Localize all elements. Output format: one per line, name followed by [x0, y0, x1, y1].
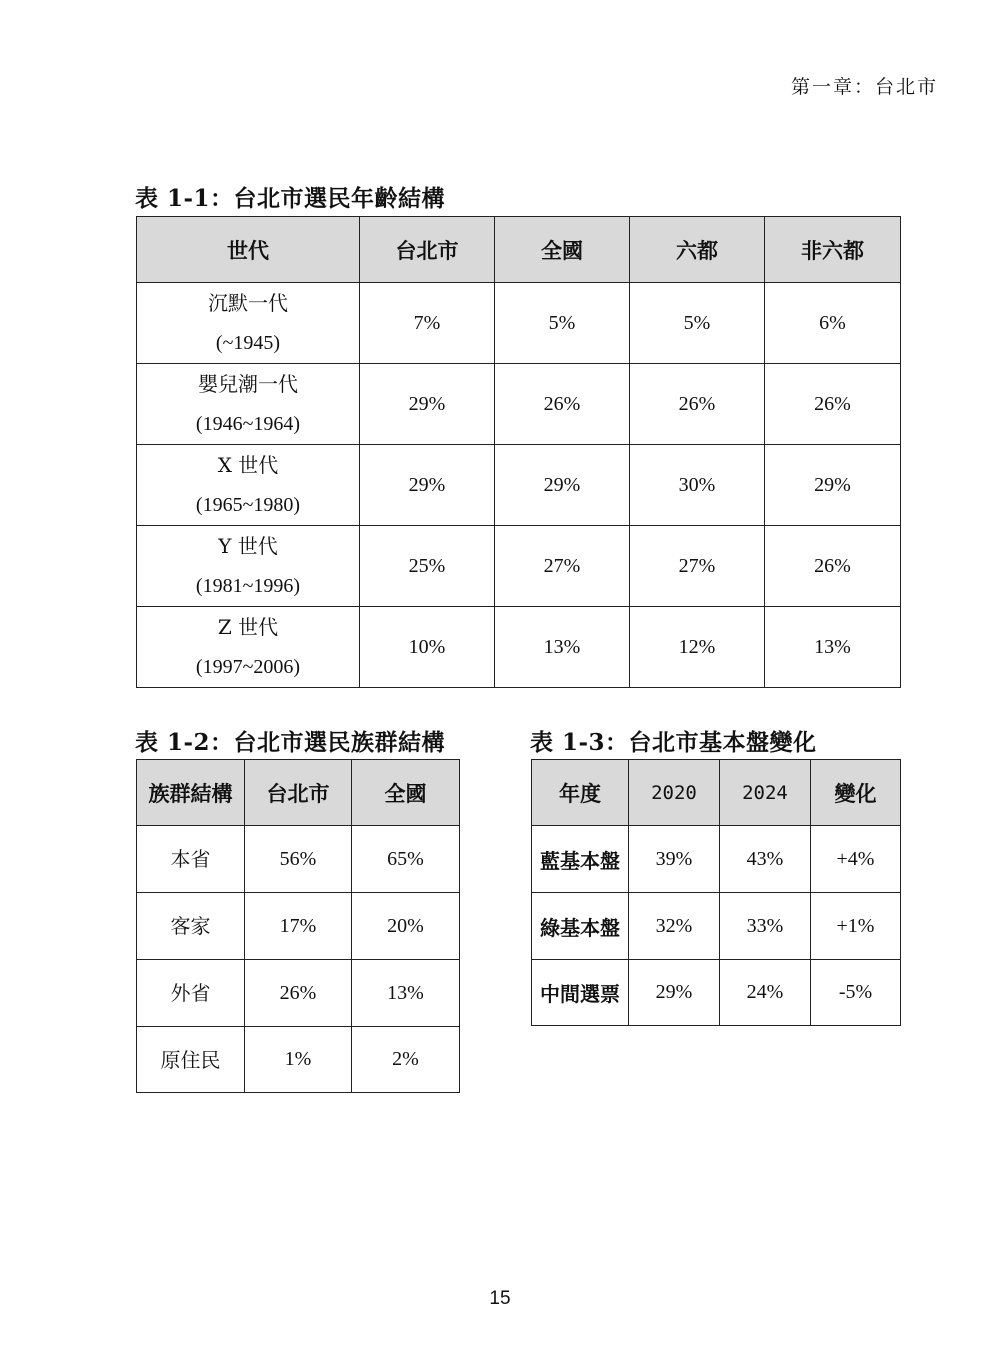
- value-cell: 26%: [765, 526, 901, 607]
- value-cell: 13%: [352, 960, 460, 1027]
- value-cell: 5%: [495, 283, 630, 364]
- value-cell: 32%: [629, 893, 720, 960]
- generation-years: (~1945): [215, 332, 281, 354]
- value-cell: 29%: [495, 445, 630, 526]
- table3-title: 表 1-3：台北市基本盤變化: [530, 729, 817, 756]
- base-vote-change-table: [531, 759, 901, 1026]
- ethnic-group-cell: 原住民: [137, 1027, 245, 1093]
- generation-cell: [137, 283, 360, 364]
- value-cell: 56%: [245, 826, 352, 893]
- table3-header-row: [532, 760, 901, 826]
- change-cell: -5%: [811, 960, 901, 1026]
- table-row: [137, 960, 460, 1027]
- table-row: [532, 893, 901, 960]
- value-cell: 17%: [245, 893, 352, 960]
- ethnic-group-cell: 客家: [137, 893, 245, 960]
- value-cell: 20%: [352, 893, 460, 960]
- base-type-cell: 藍基本盤: [532, 826, 629, 893]
- value-cell: 13%: [765, 607, 901, 688]
- value-cell: 12%: [630, 607, 765, 688]
- table3-col-header: 2024: [720, 760, 811, 826]
- value-cell: 5%: [630, 283, 765, 364]
- ethnic-group-cell: 外省: [137, 960, 245, 1027]
- table-row: [532, 960, 901, 1026]
- value-cell: 29%: [629, 960, 720, 1026]
- value-cell: 65%: [352, 826, 460, 893]
- table-row: [137, 445, 901, 526]
- change-cell: +4%: [811, 826, 901, 893]
- value-cell: 7%: [360, 283, 495, 364]
- age-structure-table: [136, 216, 901, 688]
- table-row: [137, 826, 460, 893]
- table2-col-header: 族群結構: [137, 760, 245, 826]
- base-type-cell: 綠基本盤: [532, 893, 629, 960]
- generation-years: (1965~1980): [195, 494, 301, 516]
- table-row: [137, 607, 901, 688]
- value-cell: 6%: [765, 283, 901, 364]
- table2-col-header: 全國: [352, 760, 460, 826]
- generation-years: (1946~1964): [195, 413, 301, 435]
- table1-col-header: 全國: [495, 217, 630, 283]
- generation-name: Y 世代: [218, 534, 278, 558]
- value-cell: 39%: [629, 826, 720, 893]
- table-row: [137, 526, 901, 607]
- value-cell: 30%: [630, 445, 765, 526]
- value-cell: 29%: [765, 445, 901, 526]
- value-cell: 27%: [495, 526, 630, 607]
- table1-title: 表 1-1：台北市選民年齡結構: [135, 185, 446, 212]
- generation-cell: [137, 526, 360, 607]
- table2-title: 表 1-2：台北市選民族群結構: [135, 729, 446, 756]
- page-number: 15: [489, 1288, 511, 1309]
- value-cell: 13%: [495, 607, 630, 688]
- value-cell: 26%: [630, 364, 765, 445]
- ethnic-structure-table: [136, 759, 460, 1093]
- table-row: [137, 283, 901, 364]
- table1-col-header: 六都: [630, 217, 765, 283]
- value-cell: 43%: [720, 826, 811, 893]
- value-cell: 1%: [245, 1027, 352, 1093]
- table3-col-header: 變化: [811, 760, 901, 826]
- generation-name: X 世代: [217, 453, 279, 477]
- generation-name: 嬰兒潮一代: [198, 372, 298, 396]
- table-row: [137, 1027, 460, 1093]
- table-row: [137, 893, 460, 960]
- value-cell: 27%: [630, 526, 765, 607]
- ethnic-group-cell: 本省: [137, 826, 245, 893]
- generation-years: (1997~2006): [195, 656, 301, 678]
- value-cell: 10%: [360, 607, 495, 688]
- base-type-cell: 中間選票: [532, 960, 629, 1026]
- table2-header-row: [137, 760, 460, 826]
- table1-col-header: 非六都: [765, 217, 901, 283]
- value-cell: 2%: [352, 1027, 460, 1093]
- table-row: [532, 826, 901, 893]
- table-row: [137, 364, 901, 445]
- table1-header-row: [137, 217, 901, 283]
- value-cell: 29%: [360, 364, 495, 445]
- generation-years: (1981~1996): [195, 575, 301, 597]
- table1-col-header: 台北市: [360, 217, 495, 283]
- value-cell: 25%: [360, 526, 495, 607]
- generation-cell: [137, 364, 360, 445]
- value-cell: 24%: [720, 960, 811, 1026]
- table2-col-header: 台北市: [245, 760, 352, 826]
- value-cell: 33%: [720, 893, 811, 960]
- value-cell: 26%: [245, 960, 352, 1027]
- table3-col-header: 2020: [629, 760, 720, 826]
- change-cell: +1%: [811, 893, 901, 960]
- generation-cell: [137, 607, 360, 688]
- table1-col-header: 世代: [137, 217, 360, 283]
- generation-name: Z 世代: [217, 615, 279, 639]
- value-cell: 26%: [495, 364, 630, 445]
- generation-cell: [137, 445, 360, 526]
- value-cell: 29%: [360, 445, 495, 526]
- value-cell: 26%: [765, 364, 901, 445]
- generation-name: 沉默一代: [208, 291, 288, 315]
- table3-col-header: 年度: [532, 760, 629, 826]
- chapter-header: 第一章：台北市: [790, 76, 938, 98]
